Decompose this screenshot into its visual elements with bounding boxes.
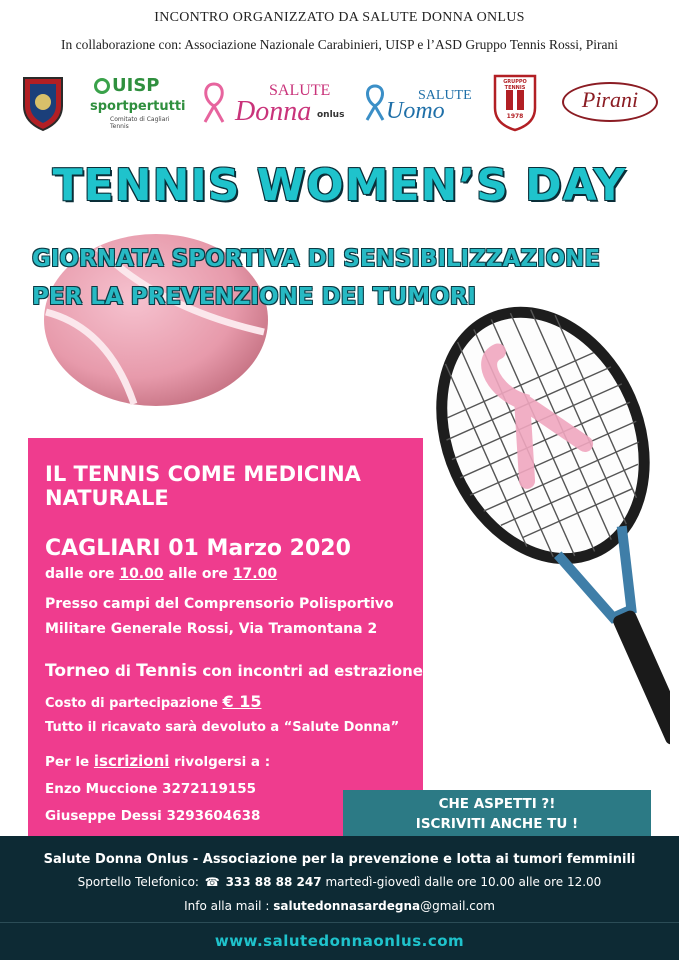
cta-line2: ISCRIVITI ANCHE TU ! [415,816,579,832]
tennis-rossi-logo [492,72,538,132]
salute-uomo-logo [360,72,475,132]
tennis-word: Tennis [136,661,198,681]
uisp-logo-text: UISP [112,75,160,96]
box-heading-line2: NATURALE [45,486,169,510]
subtitle-line2: PER LA PREVENZIONE DEI TUMORI [32,284,476,310]
collaboration-line: In collaborazione con: Associazione Nazionale Carabinieri, UISP e l’ASD Gruppo Tennis Rossi, Pirani [61,37,618,52]
tournament-line [45,661,423,681]
salute-donna-main: Donna [235,96,312,127]
tennis-rossi-top: GRUPPO TENNIS [503,79,527,91]
torneo-word: Torneo [45,661,110,681]
phone-icon: ☎ [204,875,220,889]
phone-number[interactable]: 333 88 88 247 [225,875,322,889]
contact-giuseppe: Giuseppe Dessi 3293604638 [45,808,261,824]
salute-donna-top: SALUTE [269,82,331,99]
reg-prefix: Per le [45,754,90,770]
footer-divider [0,922,679,923]
proceeds-line: Tutto il ricavato sarà devoluto a “Salute Donna” [45,720,400,735]
registration-line [45,752,270,770]
event-date: CAGLIARI 01 Marzo 2020 [45,536,351,561]
website-link[interactable]: www.salutedonnaonlus.com [214,932,465,950]
mail-address[interactable] [273,899,495,913]
salute-donna-logo [195,72,355,132]
mail-domain: @gmail.com [420,899,495,913]
cost-value: € 15 [222,692,262,711]
tennis-rossi-year: 1978 [506,113,524,120]
reg-suffix: rivolgersi a : [174,754,271,770]
subtitle-line1: GIORNATA SPORTIVA DI SENSIBILIZZAZIONE [32,246,601,272]
mail-label: Info alla mail : [184,899,270,913]
time-end: 17.00 [232,566,278,582]
footer-mail-line [0,899,679,913]
event-title: TENNIS WOMEN’S DAY [52,160,627,211]
reg-word: iscrizioni [93,752,170,770]
salute-donna-suffix: onlus [317,110,345,120]
uisp-logo [88,72,186,132]
time-start: 10.00 [119,566,164,582]
tennis-racket-image [420,300,670,790]
place-line1: Presso campi del Comprensorio Polisportivo [45,596,394,612]
call-to-action [343,790,651,838]
footer-phone-line [0,875,679,889]
salute-uomo-top: SALUTE [418,88,472,103]
time-mid: alle ore [168,566,228,582]
contact-enzo: Enzo Muccione 3272119155 [45,781,257,797]
event-time [45,566,277,582]
torneo-di: di [114,662,131,680]
carabinieri-logo [20,72,66,132]
pirani-logo-text: Pirani [581,87,639,112]
uisp-logo-small: Comitato di Cagliari Tennis [110,116,170,130]
time-prefix: dalle ore [45,566,115,582]
uisp-logo-subtext: sportpertutti [90,99,186,114]
cta-line1: CHE ASPETTI ?! [438,796,556,812]
cost-label: Costo di partecipazione [45,696,218,711]
mail-user: salutedonnasardegna [273,899,421,913]
footer-organization: Salute Donna Onlus - Associazione per la prevenzione e lotta ai tumori femminili [43,852,636,867]
pirani-logo [562,72,660,132]
phone-hours: martedì-giovedì dalle ore 10.00 alle ore 12.00 [325,875,602,889]
organizer-line: INCONTRO ORGANIZZATO DA SALUTE DONNA ONLUS [154,10,525,25]
salute-uomo-main: Uomo [386,98,445,124]
box-heading-line1: IL TENNIS COME MEDICINA [45,462,361,486]
torneo-rest: con incontri ad estrazione [202,662,423,680]
cost-line [45,692,261,711]
phone-label: Sportello Telefonico: [77,875,199,889]
place-line2: Militare Generale Rossi, Via Tramontana 2 [45,621,378,637]
